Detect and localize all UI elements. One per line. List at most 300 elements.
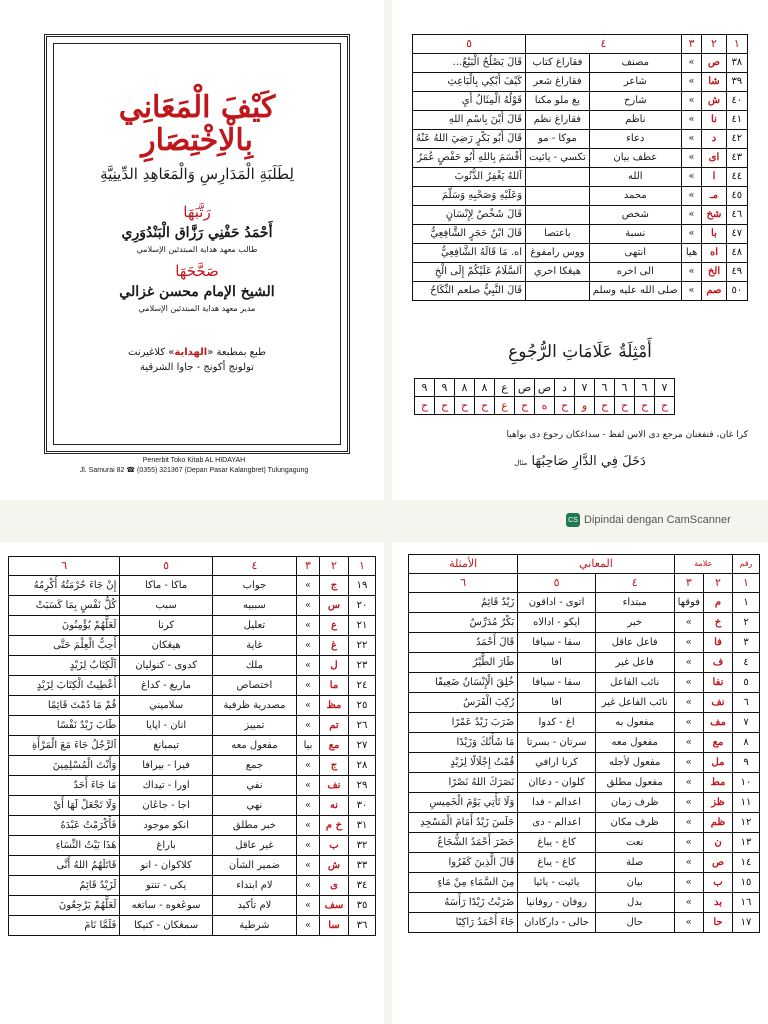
table-cell: » (681, 206, 702, 225)
table-cell: » (674, 653, 703, 673)
table-cell: فاعل غير (595, 653, 674, 673)
table-cell: وَلَا تَجْعَلْ لَهَا أَيْ (9, 796, 120, 816)
table-row (9, 676, 376, 696)
table-cell: ٣ (733, 633, 760, 653)
example-label: مثال (514, 459, 528, 467)
table-cell: يكى - تنتو (120, 876, 212, 896)
table-cell: أُحِبُّ الْعِلْمَ حَتَّى (9, 636, 120, 656)
signs-table-2 (8, 556, 376, 936)
table-cell: ٤٩ (726, 263, 747, 282)
table-cell: أَقْسَمَ بِاللهِ أَبُو حَفْصٍ عُمَرُ (413, 149, 526, 168)
table-cell: انان - اپايا (120, 716, 212, 736)
table-cell: ا (702, 168, 726, 187)
author-note: طالب معهد هداية المبتدئين الإسلامي (136, 245, 258, 254)
table-cell: اَلْكِتَابُ لِزَيْدٍ (9, 656, 120, 676)
table-row (9, 696, 376, 716)
table-cell: م (704, 593, 733, 613)
table-row (9, 636, 376, 656)
table-cell: يائيت - يائيا (518, 873, 595, 893)
table-row (413, 92, 748, 111)
table-cell: ضمير الشأن (212, 856, 296, 876)
table-cell: تيمبانغ (120, 736, 212, 756)
table-cell: ج (320, 756, 349, 776)
table-cell: » (674, 833, 703, 853)
table-cell: ٢٤ (349, 676, 376, 696)
table-cell: ٦ (733, 693, 760, 713)
table-cell: رُكِبَ الْفَرَسُ (409, 693, 518, 713)
table-cell: ٢٨ (349, 756, 376, 776)
grid-cell: ع (495, 379, 515, 397)
table-cell: ٤٣ (726, 149, 747, 168)
ruju-grid (414, 378, 675, 415)
table-row (409, 813, 760, 833)
table-row (409, 773, 760, 793)
grid-cell: ح (515, 397, 535, 415)
table-cell: سمڠكان - كتيكا (120, 916, 212, 936)
table-cell: قَوْلُهُ الْمِثَالُ أَيِ (413, 92, 526, 111)
table-cell: نعت (595, 833, 674, 853)
table-row (413, 282, 748, 301)
table-cell: نَصَرَكَ اللهُ نَصْرًا (409, 773, 518, 793)
publisher-footer (44, 456, 344, 476)
table-cell: ضَرَبْتُ زَيْدًا رَأْسَهُ (409, 893, 518, 913)
table-row (9, 576, 376, 596)
table-cell: ٥ (733, 673, 760, 693)
table-cell: أُعْطِيتُ الْكِتَابَ لِزَيْدٍ (9, 676, 120, 696)
table-cell: ١٢ (733, 813, 760, 833)
table-cell: نفي (212, 776, 296, 796)
table-cell: » (674, 853, 703, 873)
header-cell: ٥ (413, 35, 526, 54)
table-cell: لام تأكيد (212, 896, 296, 916)
table-cell: ١٦ (733, 893, 760, 913)
table-cell: » (297, 696, 320, 716)
table-cell: ٢٧ (349, 736, 376, 756)
table-cell: ب (320, 836, 349, 856)
table-cell: فيرا - بيرافا (120, 756, 212, 776)
table-cell: موكا - مو (526, 130, 590, 149)
table-cell: فقاراغ كتاب (526, 54, 590, 73)
table-cell: » (297, 776, 320, 796)
table-cell: ١٧ (733, 913, 760, 933)
table-cell: » (681, 130, 702, 149)
table-cell: ٤٤ (726, 168, 747, 187)
table-cell: ضَرَبَ زَيْدٌ عَمْرًا (409, 713, 518, 733)
table-cell: ٣٢ (349, 836, 376, 856)
table-cell: مفعول مطلق (595, 773, 674, 793)
grid-cell: ٩ (435, 379, 455, 397)
table-cell: مل (704, 753, 733, 773)
table-cell: نفا (704, 673, 733, 693)
table-cell: شا (702, 73, 726, 92)
table-cell: نا (702, 111, 726, 130)
table-row (9, 616, 376, 636)
table-cell: » (297, 836, 320, 856)
table-cell: » (297, 636, 320, 656)
table-header-row (9, 557, 376, 576)
table-cell: ٤٧ (726, 225, 747, 244)
table-cell: كدوى - كنوليان (120, 656, 212, 676)
table-row (9, 736, 376, 756)
table-cell: لَعَلَّهُمْ يُؤْمِنُونَ (9, 616, 120, 636)
table-cell: » (681, 111, 702, 130)
table-row (409, 793, 760, 813)
table-cell: تمييز (212, 716, 296, 736)
example-sentence (432, 454, 728, 469)
header-cell: ٦ (409, 574, 518, 593)
camscanner-watermark (566, 513, 731, 527)
table-cell: قُمْتُ إِجْلَالًا لِزَيْدٍ (409, 753, 518, 773)
grid-row-letters (415, 397, 675, 415)
signs-table-3-body (409, 593, 760, 933)
table-cell: مفعول به (595, 713, 674, 733)
table-cell: عطف بيان (589, 149, 681, 168)
table-label-row (409, 555, 760, 574)
table-cell: الى اخره (589, 263, 681, 282)
table-cell: ٤ (733, 653, 760, 673)
table-cell: ن (704, 833, 733, 853)
table-row (413, 111, 748, 130)
table-cell: قَالَ أَبُو بَكْرٍ رَضِيَ اللهُ عَنْهُ (413, 130, 526, 149)
table-cell: مَا شَأْنُكَ وَزَيْدًا (409, 733, 518, 753)
table-cell: ٣٩ (726, 73, 747, 92)
table-cell: اى (702, 149, 726, 168)
table-cell: ٨ (733, 733, 760, 753)
table-cell: ص (702, 54, 726, 73)
table-cell: د (702, 130, 726, 149)
table-cell: مفعول معه (595, 733, 674, 753)
corrector-note: مدير معهد هداية المبتدئين الإسلامي (138, 304, 256, 313)
table-cell: وَعَلَيْهِ وَصَحْبِهِ وَسَلَّمَ (413, 187, 526, 206)
table-cell: » (297, 856, 320, 876)
table-cell: مصدرية ظرفية (212, 696, 296, 716)
table-cell: نه (320, 796, 349, 816)
table-cell: لَزَيْدٌ قَائِمٌ (9, 876, 120, 896)
table-cell: طَابَ زَيْدٌ نَفْسًا (9, 716, 120, 736)
grid-cell: ٧ (575, 379, 595, 397)
table-cell: جَاءَ أَحْمَدُ رَاكِبًا (409, 913, 518, 933)
header-cell: ٣ (297, 557, 320, 576)
table-cell: اعدالم - فدا (518, 793, 595, 813)
table-cell: نسبة (589, 225, 681, 244)
table-cell: اَلسَّلَامُ عَلَيْكُمْ إِلَى الْخِ (413, 263, 526, 282)
table-cell: لام ابتداء (212, 876, 296, 896)
table-cell: » (297, 796, 320, 816)
cover-frame (44, 34, 350, 454)
table-row (409, 873, 760, 893)
table-cell: ٤٥ (726, 187, 747, 206)
table-cell: قَاتَلَهُمُ اللهُ أَنَّى (9, 856, 120, 876)
table-cell: قَالَ أَيْنَ بِاسْمِ اللهِ (413, 111, 526, 130)
table-cell: قَالَ شَخْصٌ لِإِنْسَانٍ (413, 206, 526, 225)
printer-city: كلاغيرنت (128, 347, 166, 358)
table-cell: مع (704, 733, 733, 753)
table-cell (526, 206, 590, 225)
table-cell: » (674, 873, 703, 893)
table-cell: ٤١ (726, 111, 747, 130)
table-cell: مط (704, 773, 733, 793)
table-cell: شاعر (589, 73, 681, 92)
grid-cell: ح (595, 397, 615, 415)
corrector-name: الشيخ الإمام محسن غزالي (119, 284, 275, 300)
table-cell: ٢ (733, 613, 760, 633)
grid-cell: ح (555, 397, 575, 415)
grid-cell: ص (535, 379, 555, 397)
signs-table-page-3 (392, 542, 768, 1024)
table-cell: ٢٥ (349, 696, 376, 716)
table-row (9, 816, 376, 836)
table-cell: » (674, 753, 703, 773)
header-cell: ٣ (674, 574, 703, 593)
table-row (413, 73, 748, 92)
table-cell: ش (320, 856, 349, 876)
table-row (9, 856, 376, 876)
table-row (413, 206, 748, 225)
printer-prefix: طبع بمطبعة (216, 347, 266, 358)
table-cell: اَللهُ يَغْفِرُ الذُّنُوبَ (413, 168, 526, 187)
table-cell: » (674, 773, 703, 793)
city-line: تولونج أكونج - جاوا الشرقية (140, 362, 254, 373)
grid-cell: ح (635, 397, 655, 415)
grid-row-numbers (415, 379, 675, 397)
table-cell: » (681, 92, 702, 111)
no-label: رقم (733, 555, 760, 574)
publisher-name: الهداية (174, 347, 208, 358)
table-cell: ظم (704, 813, 733, 833)
table-cell: » (674, 813, 703, 833)
grid-cell: و (575, 397, 595, 415)
signs-table-1 (412, 34, 748, 301)
signs-table-3 (408, 554, 760, 933)
table-cell: كاغ - يباغ (518, 853, 595, 873)
table-cell: اورا - تيداك (120, 776, 212, 796)
table-cell: كرنا ارافي (518, 753, 595, 773)
table-cell: يغ ملو مكنا (526, 92, 590, 111)
table-cell: صلة (595, 853, 674, 873)
table-cell: الخ (702, 263, 726, 282)
table-cell: ١٠ (733, 773, 760, 793)
grid-cell: د (555, 379, 575, 397)
table-row (409, 893, 760, 913)
table-cell: مِنَ السَّمَاءِ مِنْ مَاءٍ (409, 873, 518, 893)
table-cell: لَعَلَّهُمْ يَرْجِعُونَ (9, 896, 120, 916)
cover-page (0, 0, 384, 500)
table-cell: ٢٠ (349, 596, 376, 616)
table-cell: مَا جَاءَ أَحَدٌ (9, 776, 120, 796)
table-row (9, 836, 376, 856)
table-row (409, 913, 760, 933)
table-cell: سفا - سيافا (518, 673, 595, 693)
table-cell: نائب الفاعل غير (595, 693, 674, 713)
grid-cell: ٦ (615, 379, 635, 397)
table-cell: » (297, 716, 320, 736)
table-cell: » (297, 576, 320, 596)
table-cell: » (681, 225, 702, 244)
table-cell: وَلَا تَأْتِي يَوْمَ الْخَمِيسِ (409, 793, 518, 813)
table-cell: ظرف مكان (595, 813, 674, 833)
table-cell: صلى الله عليه وسلم (589, 282, 681, 301)
grid-cell: ح (475, 397, 495, 415)
table-cell: شرطية (212, 916, 296, 936)
table-cell: » (297, 876, 320, 896)
table-cell: مبتداء (595, 593, 674, 613)
table-cell: تعليل (212, 616, 296, 636)
signs-table-page-1 (392, 0, 768, 500)
table-cell: سف (320, 896, 349, 916)
table-cell: سرتان - بسرتا (518, 733, 595, 753)
table-cell: ٣٦ (349, 916, 376, 936)
table-cell: ج (320, 576, 349, 596)
header-cell: ٢ (704, 574, 733, 593)
header-cell: ١ (733, 574, 760, 593)
table-cell: طَارَ الطَّيْرُ (409, 653, 518, 673)
table-cell: » (297, 896, 320, 916)
table-cell: اَلرَّجُلُ جَاءَ مَعَ الْمَرْأَةِ (9, 736, 120, 756)
table-cell: » (681, 149, 702, 168)
grid-cell: ٨ (475, 379, 495, 397)
table-cell (526, 168, 590, 187)
table-cell: بدل (595, 893, 674, 913)
examples-title: أَمْثِلَةُ عَلَامَاتِ الرُّجُوعِ (508, 342, 652, 362)
table-cell: قَالَ أَحْمَدُ (409, 633, 518, 653)
table-cell: ايكو - ادالاه (518, 613, 595, 633)
grid-cell: ه (535, 397, 555, 415)
table-cell: جَلَسَ زَيْدٌ أَمَامَ الْمَسْجِدِ (409, 813, 518, 833)
table-cell: ع (320, 616, 349, 636)
table-cell: فقاراغ شعر (526, 73, 590, 92)
table-cell: ٧ (733, 713, 760, 733)
table-cell: هَذَا بَيْتُ النِّسَاءِ (9, 836, 120, 856)
table-row (409, 733, 760, 753)
table-cell: افا (518, 653, 595, 673)
table-cell: مع (320, 736, 349, 756)
table-cell: حالى - داركادان (518, 913, 595, 933)
table-header-row (409, 574, 760, 593)
table-cell: انتهى (589, 244, 681, 263)
table-cell: سببيه (212, 596, 296, 616)
table-cell: كَيْفَ أَبْكِي بِالْبَاعِثِ (413, 73, 526, 92)
table-row (409, 613, 760, 633)
table-cell: حا (704, 913, 733, 933)
table-cell: نف (320, 776, 349, 796)
table-cell: بد (704, 893, 733, 913)
table-cell: ٢٢ (349, 636, 376, 656)
table-cell: ٥٠ (726, 282, 747, 301)
table-cell: مصنف (589, 54, 681, 73)
table-cell: ٢٣ (349, 656, 376, 676)
table-cell: » (674, 893, 703, 913)
table-cell: » (297, 596, 320, 616)
table-row (413, 225, 748, 244)
table-row (413, 149, 748, 168)
table-cell: » (674, 613, 703, 633)
table-row (409, 853, 760, 873)
table-cell (526, 282, 590, 301)
table-cell: خُلِقَ الْإِنْسَانُ ضَعِيفًا (409, 673, 518, 693)
table-row (409, 713, 760, 733)
table-cell: نهي (212, 796, 296, 816)
header-cell: ١ (349, 557, 376, 576)
table-cell: ٢١ (349, 616, 376, 636)
table-cell: غاية (212, 636, 296, 656)
table-row (9, 916, 376, 936)
table-cell: تم (320, 716, 349, 736)
table-cell: ش (702, 92, 726, 111)
table-cell: فوقها (674, 593, 703, 613)
table-cell: ى (320, 876, 349, 896)
example-label: الأمثلة (409, 555, 518, 574)
table-cell: ١ (733, 593, 760, 613)
table-row (409, 693, 760, 713)
table-cell: » (681, 168, 702, 187)
table-cell: اجا - جاڠان (120, 796, 212, 816)
sign-label: علامة (674, 555, 732, 574)
table-row (413, 168, 748, 187)
table-cell: ٣٤ (349, 876, 376, 896)
cover-content (61, 51, 333, 437)
table-cell: ٤٠ (726, 92, 747, 111)
header-cell: ٤ (526, 35, 682, 54)
book-subtitle: لِطَلَبَةِ الْمَدَارِسِ وَالْمَعَاهِدِ الدِّينِيَّةِ (100, 165, 294, 183)
table-cell: نف (704, 693, 733, 713)
camscanner-label: Dipindai dengan CamScanner (584, 514, 731, 526)
grid-cell: ح (655, 397, 675, 415)
table-cell: جواب (212, 576, 296, 596)
table-cell: خ (704, 613, 733, 633)
header-cell: ٢ (320, 557, 349, 576)
header-cell: ٤ (212, 557, 296, 576)
table-cell: روفان - روفانيا (518, 893, 595, 913)
table-cell: ملك (212, 656, 296, 676)
book-title: كَيْفَ الْمَعَانِي بِالْاِخْتِصَارِ (118, 90, 276, 158)
printer-line: طبع بمطبعة «الهداية» كلاغيرنت (128, 347, 266, 358)
table-cell: انكو موجود (120, 816, 212, 836)
table-cell: » (674, 673, 703, 693)
table-cell: » (681, 282, 702, 301)
table-cell: » (297, 916, 320, 936)
table-cell: كاغ - يباغ (518, 833, 595, 853)
table-row (413, 263, 748, 282)
table-cell: افا (518, 693, 595, 713)
table-row (9, 796, 376, 816)
table-cell: ٤٨ (726, 244, 747, 263)
table-row (9, 716, 376, 736)
table-cell: قُمْ مَا دُمْتَ قَائِمًا (9, 696, 120, 716)
table-cell: بَكْرٌ مُدَرِّسٌ (409, 613, 518, 633)
table-cell: ناظم (589, 111, 681, 130)
table-row (9, 656, 376, 676)
header-cell: ١ (726, 35, 747, 54)
table-cell: ١٩ (349, 576, 376, 596)
table-row (409, 673, 760, 693)
grid-cell: ص (515, 379, 535, 397)
table-cell: خبر (595, 613, 674, 633)
table-cell: ص (704, 853, 733, 873)
table-cell: ما (320, 676, 349, 696)
table-cell: اه (702, 244, 726, 263)
table-row (409, 753, 760, 773)
table-row (9, 756, 376, 776)
table-cell: فا (704, 633, 733, 653)
table-cell: شارح (589, 92, 681, 111)
grid-cell: ع (495, 397, 515, 415)
table-cell: » (297, 616, 320, 636)
header-cell: ٣ (681, 35, 702, 54)
table-cell: ظرف زمان (595, 793, 674, 813)
table-cell: با (702, 225, 726, 244)
grid-cell: ٩ (415, 379, 435, 397)
table-row (409, 833, 760, 853)
